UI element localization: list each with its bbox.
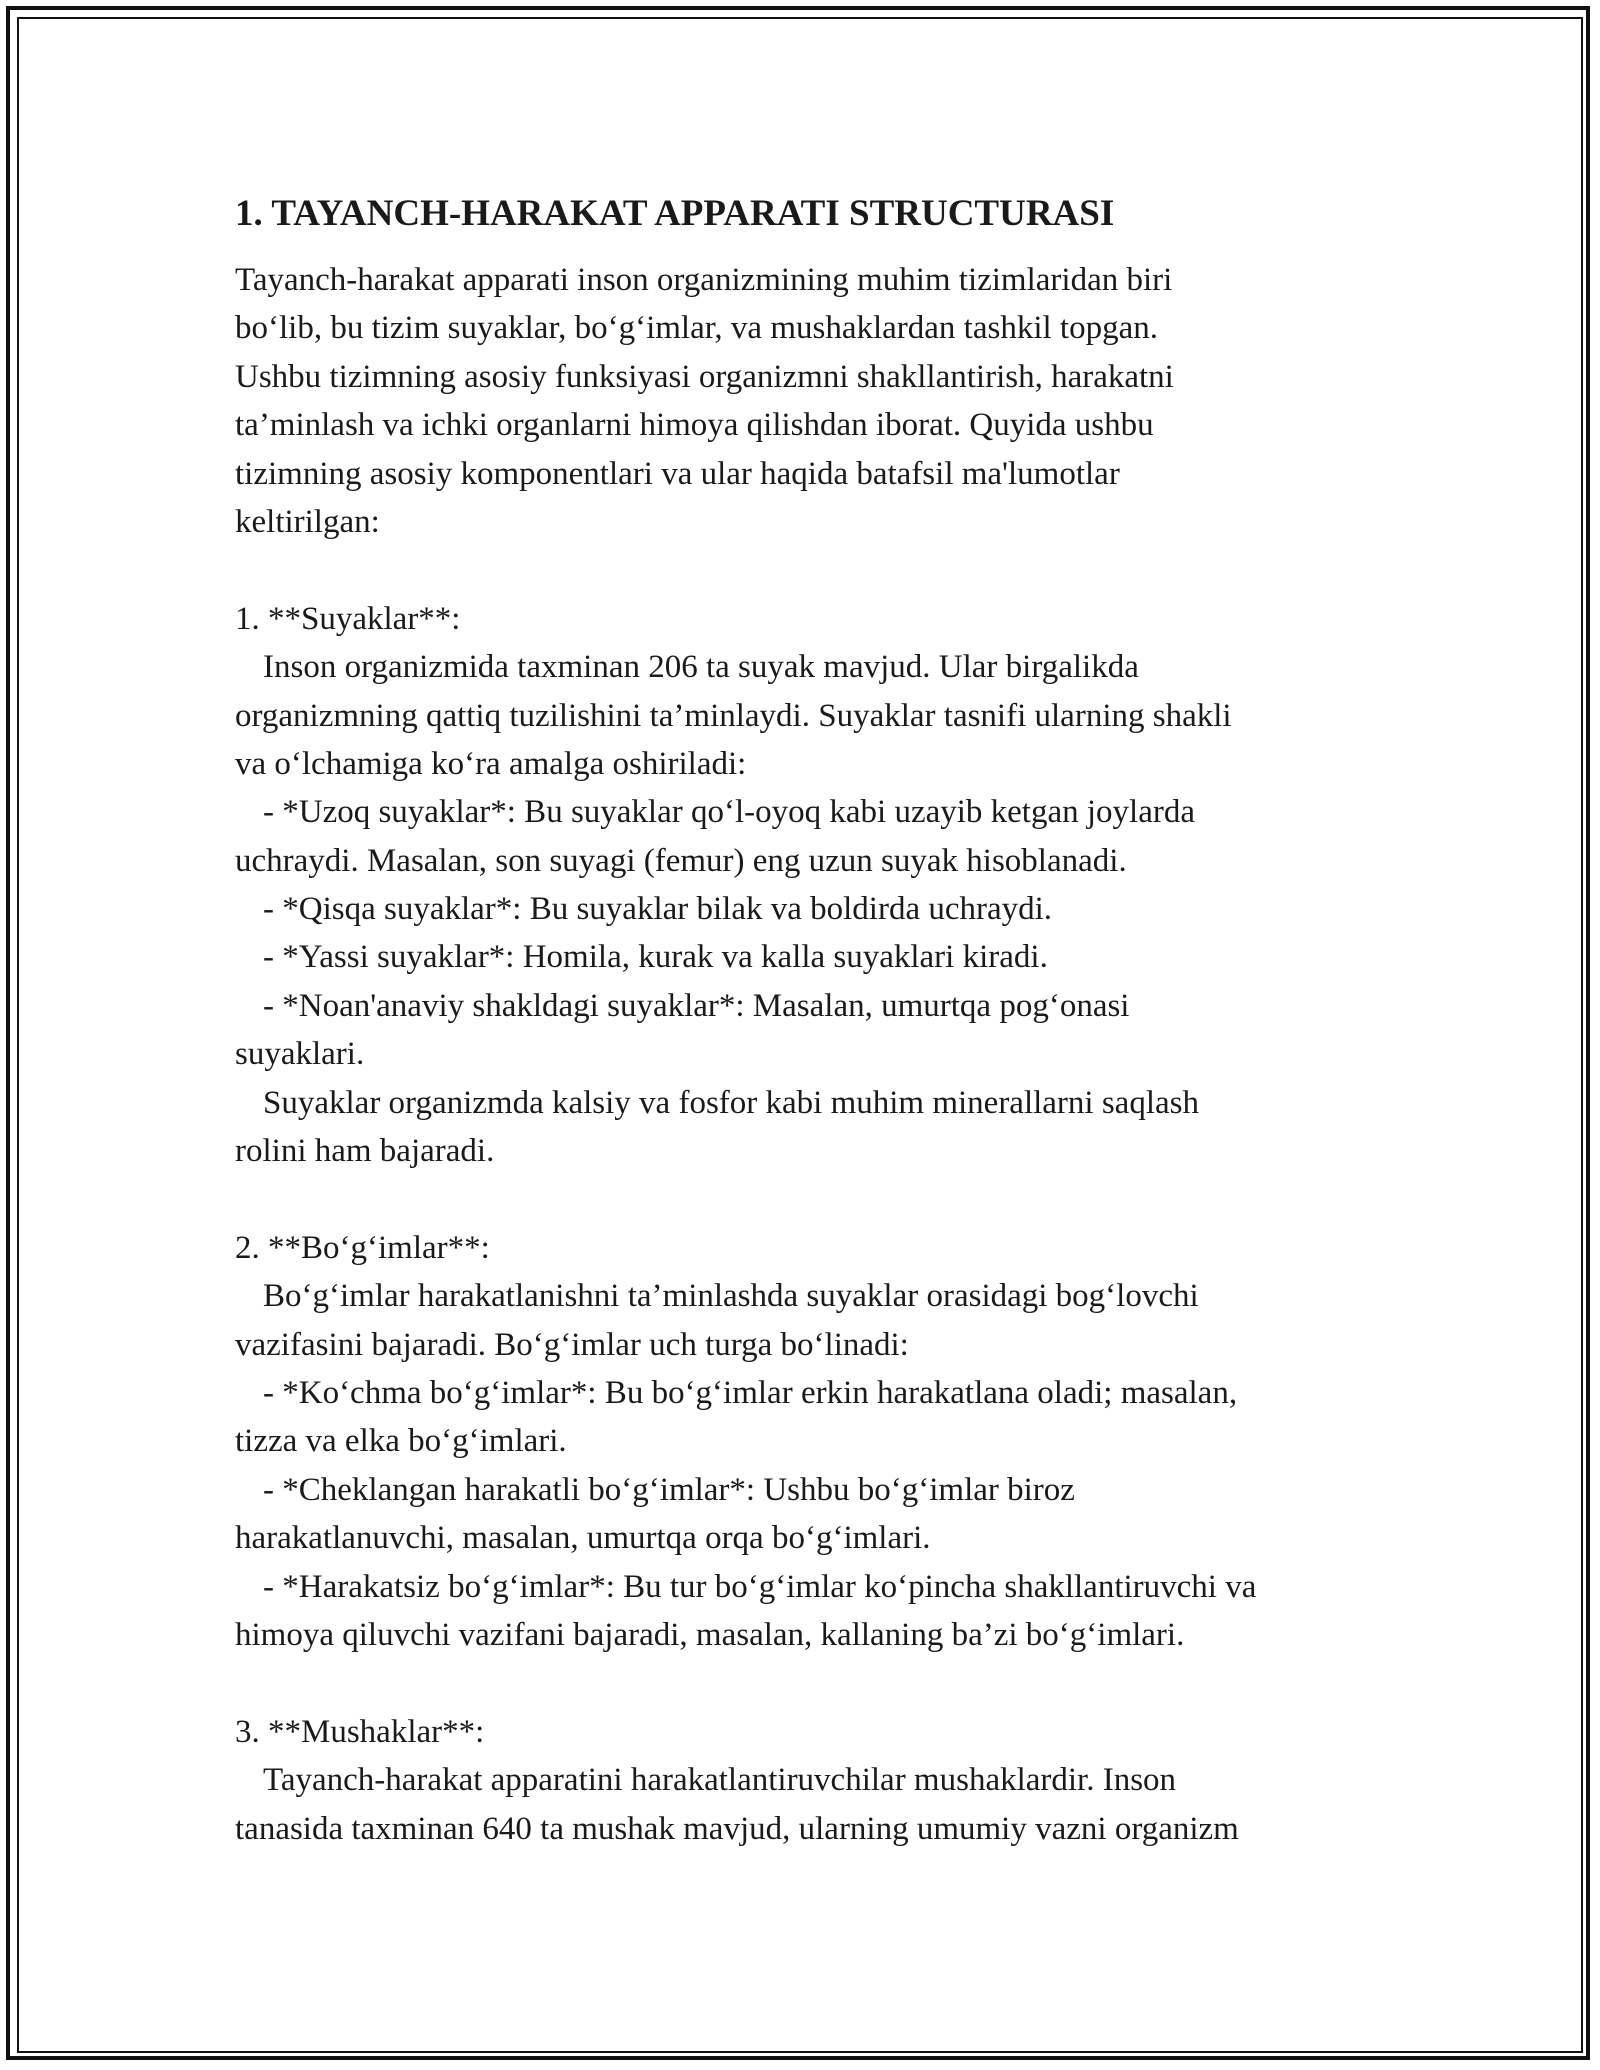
section-mushaklar — [235, 1708, 1395, 1853]
section-heading: 3. **Mushaklar**: — [235, 1713, 485, 1750]
intro-paragraph — [235, 256, 1395, 546]
list-item: - *Noan'anaviy shakldagi suyaklar*: Masalan, umurtqa pog‘onasi — [263, 987, 1130, 1024]
list-item: - *Ko‘chma bo‘g‘imlar*: Bu bo‘g‘imlar erkin harakatlana oladi; masalan, — [263, 1374, 1238, 1411]
text-line: Tayanch-harakat apparatini harakatlantiruvchilar mushaklardir. Inson — [263, 1762, 1177, 1799]
text-line: ta’minlash va ichki organlarni himoya qilishdan iborat. Quyida ushbu — [235, 407, 1154, 444]
text-line: organizmning qattiq tuzilishini ta’minlaydi. Suyaklar tasnifi ularning shakli — [235, 697, 1232, 734]
list-item: - *Harakatsiz bo‘g‘imlar*: Bu tur bo‘g‘imlar ko‘pincha shakllantiruvchi va — [263, 1568, 1257, 1605]
section-heading: 2. **Bo‘g‘imlar**: — [235, 1229, 490, 1266]
text-line: Inson organizmida taxminan 206 ta suyak mavjud. Ular birgalikda — [263, 649, 1139, 686]
section-bogimlar — [235, 1224, 1395, 1660]
text-line: uchraydi. Masalan, son suyagi (femur) eng uzun suyak hisoblanadi. — [235, 842, 1127, 879]
document-body — [235, 188, 1395, 1853]
text-line: tanasida taxminan 640 ta mushak mavjud, ularning umumiy vazni organizm — [235, 1810, 1239, 1847]
paragraph-gap — [235, 546, 1395, 594]
text-line: himoya qiluvchi vazifani bajaradi, masalan, kallaning ba’zi bo‘g‘imlari. — [235, 1616, 1185, 1653]
text-line: rolini ham bajaradi. — [235, 1133, 495, 1170]
text-line: Suyaklar organizmda kalsiy va fosfor kabi muhim minerallarni saqlash — [263, 1084, 1199, 1121]
text-line: keltirilgan: — [235, 503, 380, 540]
document-title: 1. TAYANCH-HARAKAT APPARATI STRUCTURASI — [235, 193, 1115, 234]
paragraph-gap — [235, 1659, 1395, 1707]
text-line: Bo‘g‘imlar harakatlanishni ta’minlashda suyaklar orasidagi bog‘lovchi — [263, 1278, 1199, 1315]
text-line: vazifasini bajaradi. Bo‘g‘imlar uch turga bo‘linadi: — [235, 1326, 909, 1363]
text-line: harakatlanuvchi, masalan, umurtqa orqa bo‘g‘imlari. — [235, 1520, 931, 1557]
list-item: - *Cheklangan harakatli bo‘g‘imlar*: Ushbu bo‘g‘imlar biroz — [263, 1471, 1075, 1508]
text-line: bo‘lib, bu tizim suyaklar, bo‘g‘imlar, va mushaklardan tashkil topgan. — [235, 310, 1158, 347]
list-item: - *Uzoq suyaklar*: Bu suyaklar qo‘l-oyoq kabi uzayib ketgan joylarda — [263, 794, 1195, 831]
text-line: suyaklari. — [235, 1036, 365, 1073]
list-item: - *Yassi suyaklar*: Homila, kurak va kalla suyaklari kiradi. — [263, 939, 1048, 976]
section-suyaklar — [235, 595, 1395, 1176]
list-item: - *Qisqa suyaklar*: Bu suyaklar bilak va boldirda uchraydi. — [263, 891, 1053, 928]
section-heading: 1. **Suyaklar**: — [235, 600, 461, 637]
text-line: va o‘lchamiga ko‘ra amalga oshiriladi: — [235, 745, 747, 782]
text-line: Ushbu tizimning asosiy funksiyasi organizmni shakllantirish, harakatni — [235, 358, 1174, 395]
text-line: tizza va elka bo‘g‘imlari. — [235, 1423, 567, 1460]
paragraph-gap — [235, 1175, 1395, 1223]
text-line: tizimning asosiy komponentlari va ular haqida batafsil ma'lumotlar — [235, 455, 1120, 492]
text-line: Tayanch-harakat apparati inson organizmining muhim tizimlaridan biri — [235, 262, 1173, 298]
